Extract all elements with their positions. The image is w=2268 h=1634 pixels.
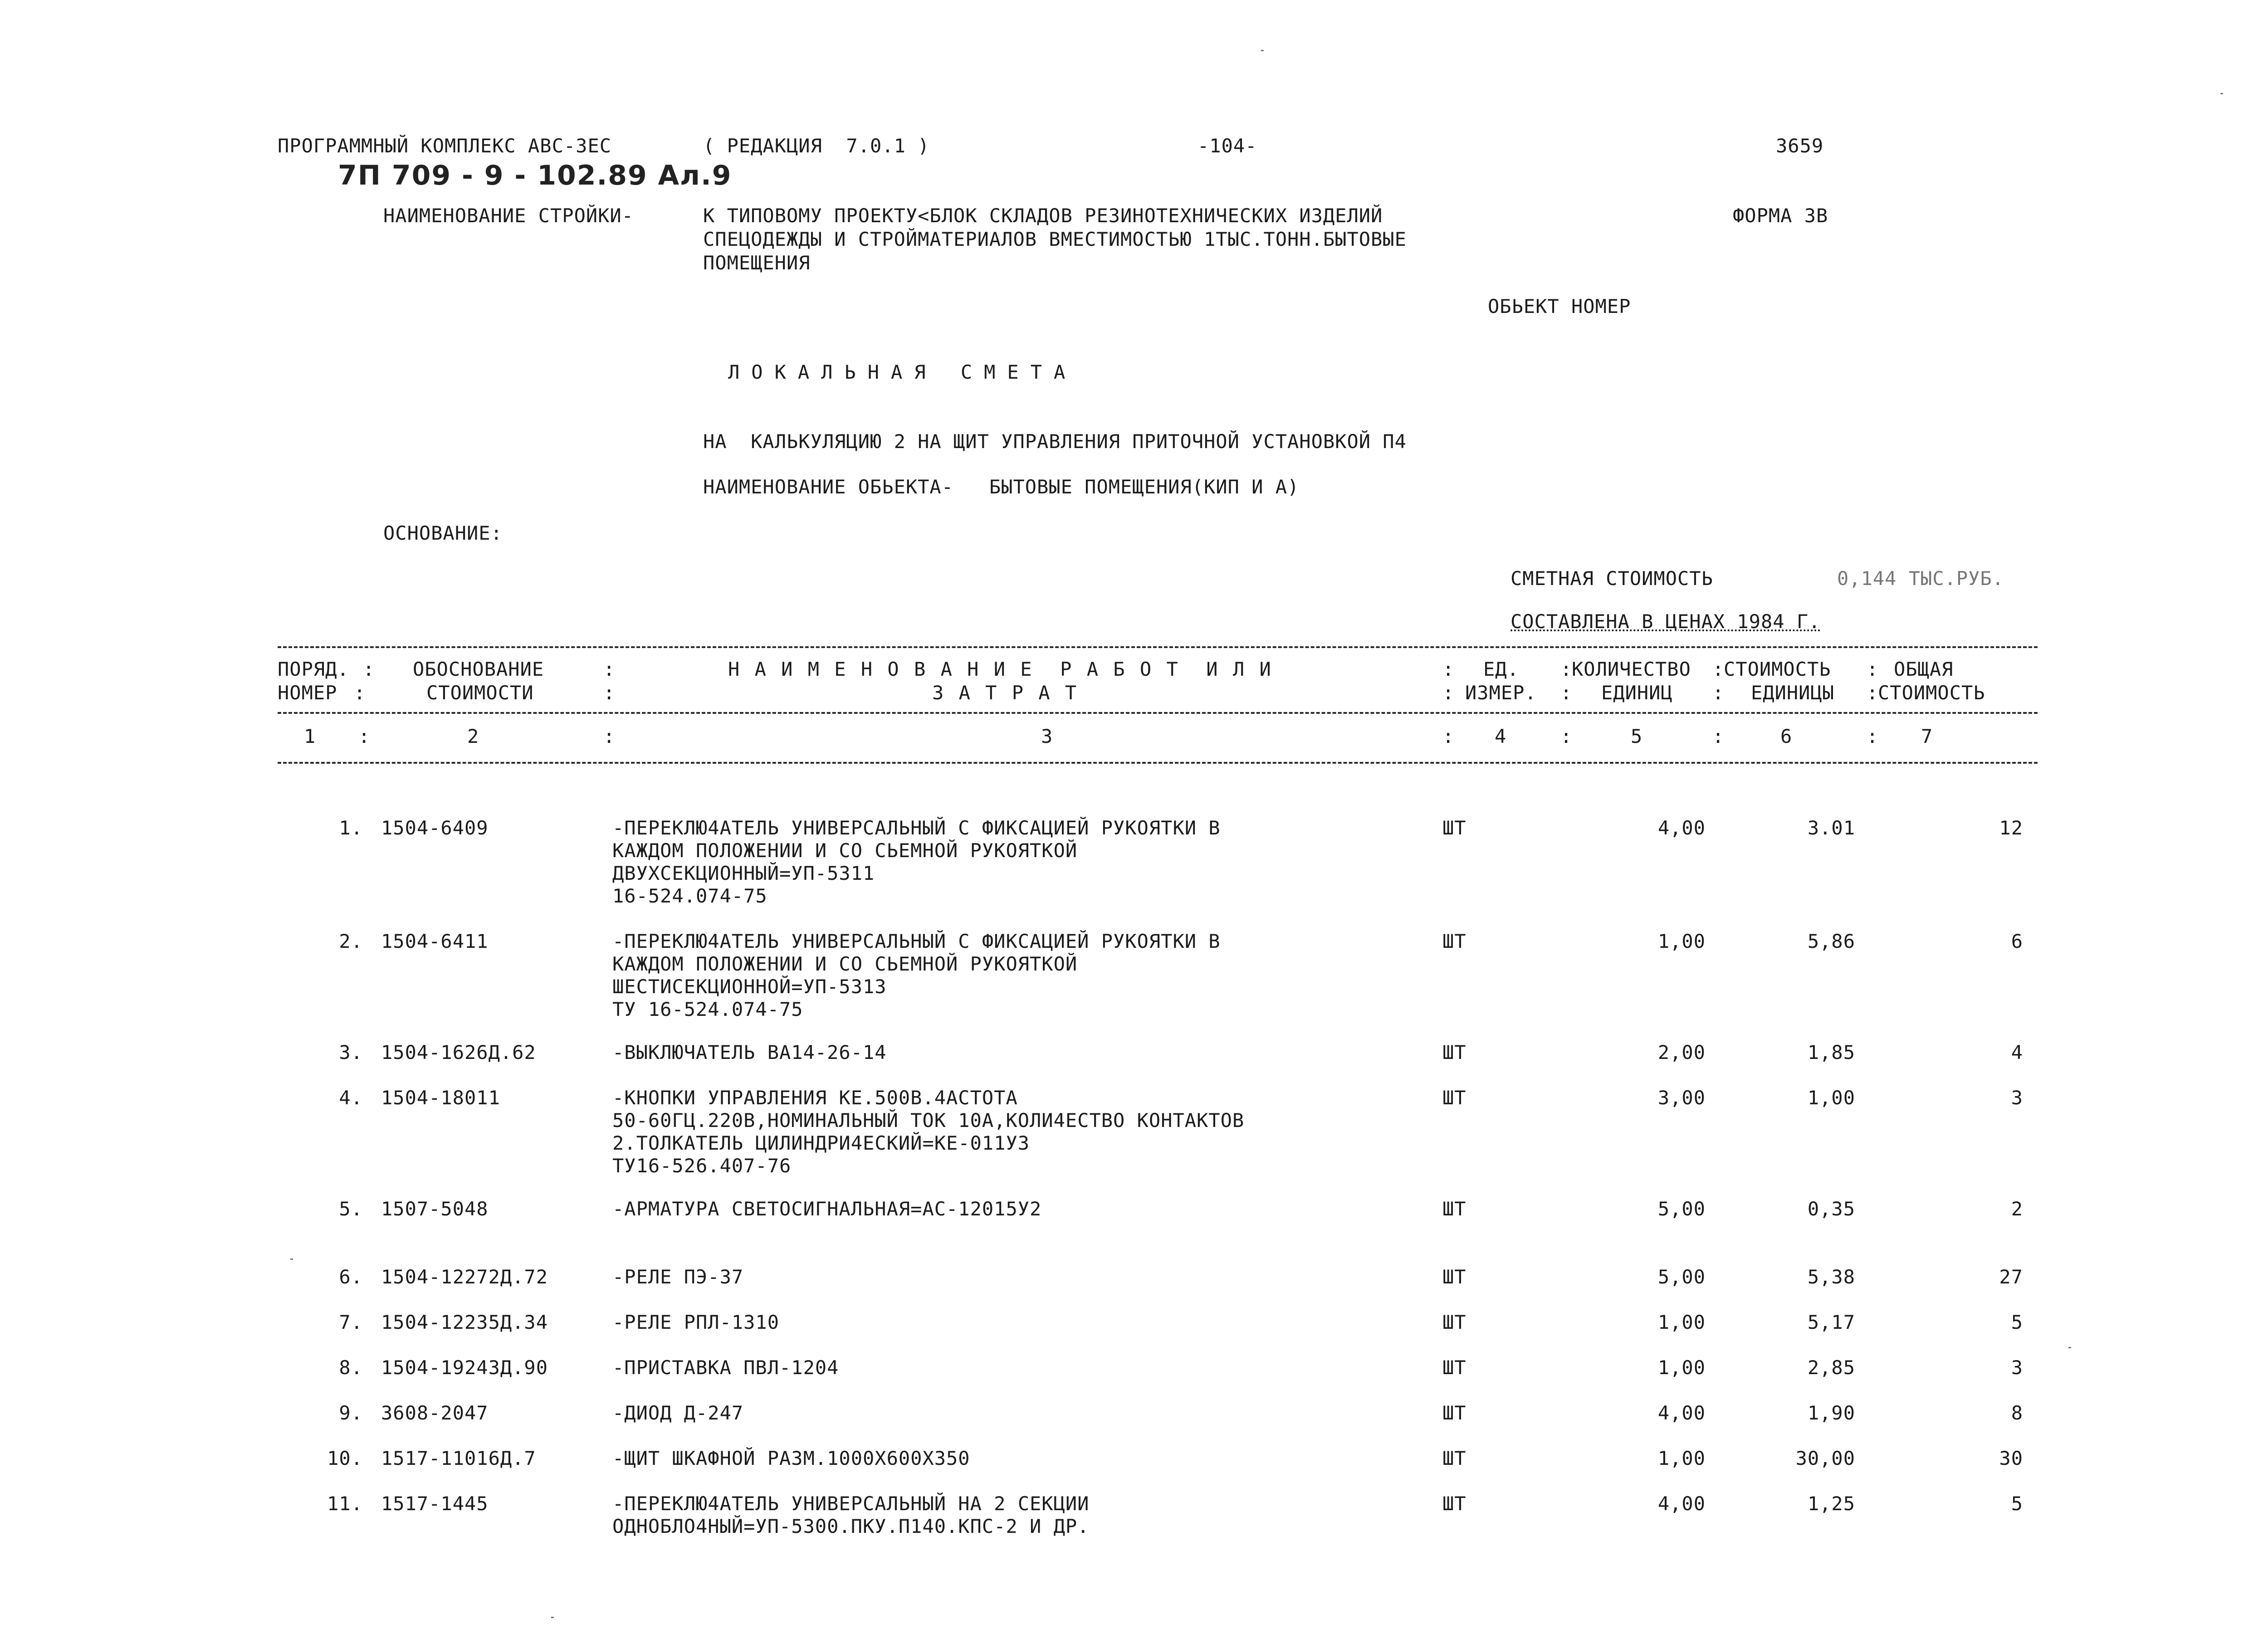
row-number: 4. — [339, 1087, 363, 1109]
row-unit-price: 1,25 — [1807, 1493, 1855, 1515]
row-unit: ШТ — [1442, 1447, 1466, 1469]
row-quantity: 5,00 — [1657, 1266, 1706, 1288]
header-col3-line2: З А Т Р А Т — [932, 682, 1079, 704]
row-total: 8 — [2011, 1402, 2023, 1424]
row-quantity: 1,00 — [1657, 1447, 1706, 1469]
row-unit-price: 5,38 — [1807, 1266, 1855, 1288]
row-code: 1507-5048 — [381, 1198, 489, 1220]
col-number: 1 — [304, 725, 316, 747]
row-total: 3 — [2011, 1356, 2023, 1379]
document-title: ЛОКАЛЬНАЯ СМЕТА — [728, 361, 1077, 383]
row-unit-price: 3.01 — [1807, 817, 1855, 839]
row-name-line: -ВЫКЛЮЧАТЕЛЬ ВА14-26-14 — [612, 1041, 887, 1063]
row-name-line: ШЕСТИСЕКЦИОННОЙ=УП-5313 — [612, 976, 887, 998]
row-name-line: 16-524.074-75 — [612, 885, 767, 907]
header-col4-line2: ИЗМЕР. — [1465, 682, 1537, 704]
row-total: 30 — [1999, 1447, 2023, 1469]
row-unit-price: 1,90 — [1807, 1402, 1855, 1424]
row-total: 12 — [1999, 817, 2023, 839]
row-code: 1504-12235Д.34 — [381, 1311, 548, 1333]
row-unit: ШТ — [1442, 1493, 1466, 1515]
row-name-line: КАЖДОМ ПОЛОЖЕНИИ И СО СЬЕМНОЙ РУКОЯТКОЙ — [612, 839, 1078, 862]
row-name-line: 50-60ГЦ.220В,НОМИНАЛЬНЫЙ ТОК 10А,КОЛИ4ЕСТВО КОНТАКТОВ — [612, 1109, 1245, 1132]
header-col4-line1: ЕД. — [1483, 658, 1519, 680]
row-number: 8. — [339, 1356, 363, 1379]
row-total: 6 — [2011, 930, 2023, 952]
row-name-line: 2.ТОЛКАТЕЛЬ ЦИЛИНДРИ4ЕСКИЙ=КЕ-011У3 — [612, 1132, 1030, 1154]
row-quantity: 2,00 — [1657, 1041, 1706, 1063]
header-col3-line1: Н А И М Е Н О В А Н И Е Р А Б О Т И Л И — [728, 658, 1273, 680]
header-col1-line1: ПОРЯД. — [278, 658, 349, 680]
header-col5-line2: ЕДИНИЦ — [1601, 682, 1673, 704]
row-total: 3 — [2011, 1087, 2023, 1109]
row-name-line: -ДИОД Д-247 — [612, 1402, 744, 1424]
header-col1-line2: НОМЕР — [278, 682, 337, 704]
row-code: 1504-19243Д.90 — [381, 1356, 548, 1379]
project-label: НАИМЕНОВАНИЕ СТРОЙКИ- — [383, 205, 634, 227]
row-name-line: КАЖДОМ ПОЛОЖЕНИИ И СО СЬЕМНОЙ РУКОЯТКОЙ — [612, 953, 1078, 975]
edition: ( РЕДАКЦИЯ 7.0.1 ) — [703, 135, 930, 157]
row-quantity: 1,00 — [1657, 1311, 1706, 1333]
row-code: 1517-11016Д.7 — [381, 1447, 536, 1469]
row-unit: ШТ — [1442, 1198, 1466, 1220]
program-name: ПРОГРАММНЫЙ КОМПЛЕКС АВС-3ЕС — [278, 135, 612, 157]
row-unit-price: 2,85 — [1807, 1356, 1855, 1379]
col-number: 6 — [1780, 725, 1793, 747]
row-name-line: -ПЕРЕКЛЮ4АТЕЛЬ УНИВЕРСАЛЬНЫЙ С ФИКСАЦИЕЙ РУКОЯТКИ В — [612, 930, 1221, 952]
row-total: 5 — [2011, 1311, 2023, 1333]
col-number: 5 — [1631, 725, 1643, 747]
row-quantity: 5,00 — [1657, 1198, 1706, 1220]
row-total: 27 — [1999, 1266, 2023, 1288]
row-name-line: -ПЕРЕКЛЮ4АТЕЛЬ УНИВЕРСАЛЬНЫЙ НА 2 СЕКЦИИ — [612, 1493, 1090, 1515]
row-code: 3608-2047 — [381, 1402, 489, 1424]
row-number: 5. — [339, 1198, 363, 1220]
basis-label: ОСНОВАНИЕ: — [383, 522, 503, 544]
row-unit: ШТ — [1442, 1356, 1466, 1379]
row-quantity: 3,00 — [1657, 1087, 1706, 1109]
row-quantity: 4,00 — [1657, 1493, 1706, 1515]
row-number: 3. — [339, 1041, 363, 1063]
col-number: 7 — [1921, 725, 1933, 747]
header-col2-line2: СТОИМОСТИ — [426, 682, 534, 704]
project-line-1: К ТИПОВОМУ ПРОЕКТУ<БЛОК СКЛАДОВ РЕЗИНОТЕХНИЧЕСКИХ ИЗДЕЛИЙ — [703, 205, 1383, 227]
header-col6-line2: ЕДИНИЦЫ — [1751, 682, 1835, 704]
row-name-line: -ПЕРЕКЛЮ4АТЕЛЬ УНИВЕРСАЛЬНЫЙ С ФИКСАЦИЕЙ РУКОЯТКИ В — [612, 817, 1221, 839]
row-unit: ШТ — [1442, 817, 1466, 839]
row-code: 1517-1445 — [381, 1493, 489, 1515]
row-unit-price: 1,85 — [1807, 1041, 1855, 1063]
prices-basis: СОСТАВЛЕНА В ЦЕНАХ 1984 Г. — [1510, 610, 1821, 633]
object-number: ОБЬЕКТ НОМЕР — [1488, 295, 1631, 317]
row-unit: ШТ — [1442, 1041, 1466, 1063]
project-line-3: ПОМЕЩЕНИЯ — [703, 252, 811, 274]
table-header-rule — [278, 712, 2038, 714]
header-col7-line2: СТОИМОСТЬ — [1878, 682, 1985, 704]
row-code: 1504-12272Д.72 — [381, 1266, 548, 1288]
row-unit-price: 0,35 — [1807, 1198, 1855, 1220]
col-number: 2 — [467, 725, 479, 747]
row-name-line: ТУ 16-524.074-75 — [612, 998, 803, 1020]
row-unit-price: 30,00 — [1795, 1447, 1855, 1469]
header-col6-line1: СТОИМОСТЬ — [1724, 658, 1831, 680]
row-unit-price: 1,00 — [1807, 1087, 1855, 1109]
row-total: 2 — [2011, 1198, 2023, 1220]
row-unit-price: 5,86 — [1807, 930, 1855, 952]
row-unit: ШТ — [1442, 1266, 1466, 1288]
row-name-line: ДВУХСЕКЦИОННЫЙ=УП-5311 — [612, 862, 875, 884]
row-name-line: ОДНОБЛО4НЫЙ=УП-5300.ПКУ.П140.КПС-2 И ДР. — [612, 1515, 1090, 1537]
row-number: 7. — [339, 1311, 363, 1333]
row-number: 10. — [327, 1447, 363, 1469]
row-unit: ШТ — [1442, 1311, 1466, 1333]
row-name-line: -АРМАТУРА СВЕТОСИГНАЛЬНАЯ=АС-12015У2 — [612, 1198, 1042, 1220]
row-number: 11. — [327, 1493, 363, 1515]
header-col2-line1: ОБОСНОВАНИЕ — [413, 658, 544, 680]
row-name-line: -ПРИСТАВКА ПВЛ-1204 — [612, 1356, 839, 1379]
row-number: 9. — [339, 1402, 363, 1424]
row-total: 4 — [2011, 1041, 2023, 1063]
cost-value: 0,144 ТЫС.РУБ. — [1837, 567, 2004, 590]
col-number: 3 — [1041, 725, 1053, 747]
row-unit: ШТ — [1442, 930, 1466, 952]
row-code: 1504-18011 — [381, 1087, 500, 1109]
row-unit: ШТ — [1442, 1087, 1466, 1109]
handwritten-code: 7П 709 - 9 - 102.89 Ал.9 — [338, 160, 732, 191]
page-number: -104- — [1198, 135, 1257, 157]
form-number: ФОРМА 3В — [1733, 205, 1828, 227]
row-name-line: -ЩИТ ШКАФНОЙ РАЗМ.1000Х600Х350 — [612, 1447, 970, 1469]
row-name-line: -РЕЛЕ РПЛ-1310 — [612, 1311, 780, 1333]
row-total: 5 — [2011, 1493, 2023, 1515]
row-number: 1. — [339, 817, 363, 839]
row-quantity: 4,00 — [1657, 1402, 1706, 1424]
header-col5-line1: КОЛИЧЕСТВО — [1572, 658, 1691, 680]
row-code: 1504-6409 — [381, 817, 489, 839]
row-quantity: 1,00 — [1657, 1356, 1706, 1379]
col-number: 4 — [1495, 725, 1507, 747]
row-name-line: ТУ16-526.407-76 — [612, 1155, 792, 1177]
object-name: НАИМЕНОВАНИЕ ОБЬЕКТА- БЫТОВЫЕ ПОМЕЩЕНИЯ(КИП И А) — [703, 476, 1300, 498]
header-col7-line1: ОБЩАЯ — [1894, 658, 1954, 680]
table-columns-rule — [278, 762, 2038, 764]
row-name-line: -КНОПКИ УПРАВЛЕНИЯ КЕ.500В.4АСТОТА — [612, 1087, 1018, 1109]
cost-label: СМЕТНАЯ СТОИМОСТЬ — [1510, 567, 1713, 590]
row-quantity: 4,00 — [1657, 817, 1706, 839]
table-top-rule — [278, 646, 2038, 648]
row-name-line: -РЕЛЕ ПЭ-37 — [612, 1266, 744, 1288]
document-subtitle: НА КАЛЬКУЛЯЦИЮ 2 НА ЩИТ УПРАВЛЕНИЯ ПРИТОЧНОЙ УСТАНОВКОЙ П4 — [703, 430, 1407, 453]
document-code: 3659 — [1776, 135, 1824, 157]
row-code: 1504-1626Д.62 — [381, 1041, 536, 1063]
project-line-2: СПЕЦОДЕЖДЫ И СТРОЙМАТЕРИАЛОВ ВМЕСТИМОСТЬЮ 1ТЫС.ТОНН.БЫТОВЫЕ — [703, 228, 1407, 250]
row-quantity: 1,00 — [1657, 930, 1706, 952]
row-code: 1504-6411 — [381, 930, 489, 952]
row-unit-price: 5,17 — [1807, 1311, 1855, 1333]
row-number: 6. — [339, 1266, 363, 1288]
row-unit: ШТ — [1442, 1402, 1466, 1424]
row-number: 2. — [339, 930, 363, 952]
